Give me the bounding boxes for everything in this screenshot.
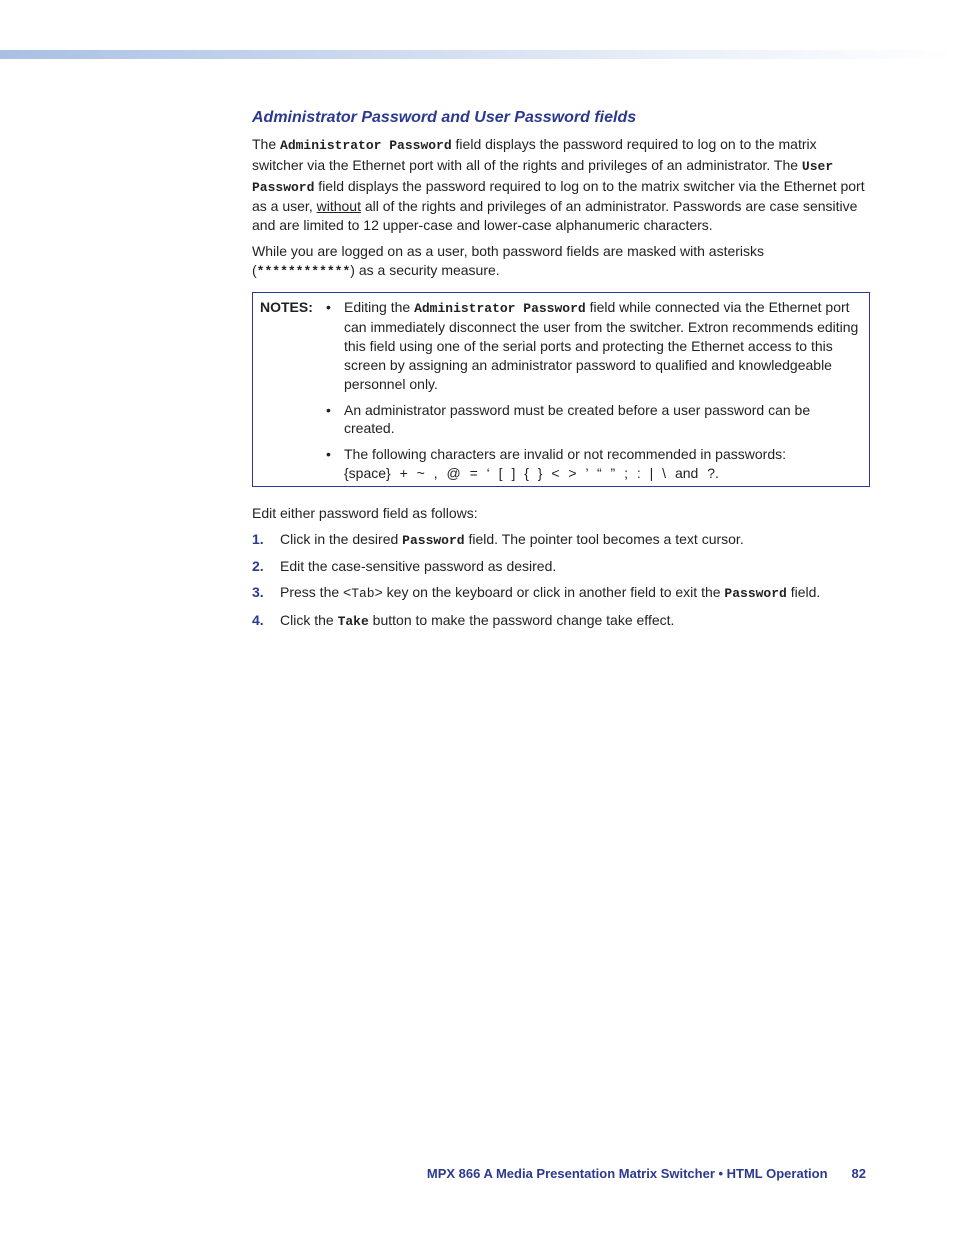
page-content (252, 107, 870, 639)
step-item: 4. Click the Take button to make the password change take effect. (252, 611, 675, 629)
note-item: • An administrator password must be created before a user password can be created. (326, 401, 811, 437)
note-item: • The following characters are invalid or not recommended in passwords: {space} + ~ , @ = ‘ [ ] { } < > ’ “ ” ; : | \ and ?. (326, 446, 786, 481)
user-password-field-name: User Password (252, 158, 834, 195)
steps-intro: Edit either password field as follows: (252, 504, 478, 521)
step-number: 2. (252, 558, 264, 575)
without-emphasis: without (316, 198, 361, 215)
notes-box (252, 292, 870, 487)
invalid-characters: {space} + ~ , @ = ‘ [ ] { } < > ’ “ ” ; : | \ and ?. (344, 464, 719, 481)
notes-label: NOTES: (260, 298, 313, 315)
bullet-icon: • (326, 401, 331, 418)
administrator-password-field-name: Administrator Password (414, 300, 586, 316)
password-field-name: Password (724, 586, 787, 602)
bullet-icon: • (326, 298, 331, 315)
step-number: 3. (252, 584, 264, 601)
section-heading: Administrator Password and User Password fields (252, 109, 637, 126)
bullet-icon: • (326, 446, 331, 463)
paragraph-password-fields: The Administrator Password field displays the password required to log on to the matrix switcher via the Ethernet port with all of the rights and privileges of an administrator. The User Password field displays the password required to log on to the matrix switcher via the Ethernet port as a user, without all of the rights and privileges of an administrator. Passwords are case sensitive and are limited to 12 upper-case and lower-case alphanumeric characters. (252, 136, 865, 234)
password-field-name: Password (402, 532, 465, 548)
footer-title: MPX 866 A Media Presentation Matrix Switcher • HTML Operation (426, 1166, 828, 1181)
step-number: 1. (252, 530, 264, 547)
paragraph-masking: While you are logged on as a user, both password fields are masked with asterisks (************) as a security measure. (252, 242, 765, 279)
steps-list (252, 530, 870, 632)
header-color-band (0, 50, 954, 59)
page-number: 82 (851, 1166, 866, 1181)
tab-key-name: Tab (351, 586, 375, 602)
step-number: 4. (252, 611, 264, 628)
note-item: • Editing the Administrator Password field while connected via the Ethernet port can immediately disconnect the user from the switcher. Extron recommends editing this field using one of the serial ports and protecting the Ethernet access to this screen by assigning an administrator password to qualified and knowledgeable personnel only. (326, 298, 859, 392)
notes-list (326, 298, 861, 483)
take-button-name: Take (337, 613, 369, 629)
step-item: 1. Click in the desired Password field. The pointer tool becomes a text cursor. (252, 530, 744, 548)
step-item: 2. Edit the case-sensitive password as desired. (252, 558, 557, 575)
asterisk-mask: ************ (256, 263, 351, 279)
step-item: 3. Press the <Tab> key on the keyboard or click in another field to exit the Password field. (252, 584, 821, 602)
page-footer (427, 1166, 866, 1181)
administrator-password-field-name: Administrator Password (280, 138, 452, 153)
